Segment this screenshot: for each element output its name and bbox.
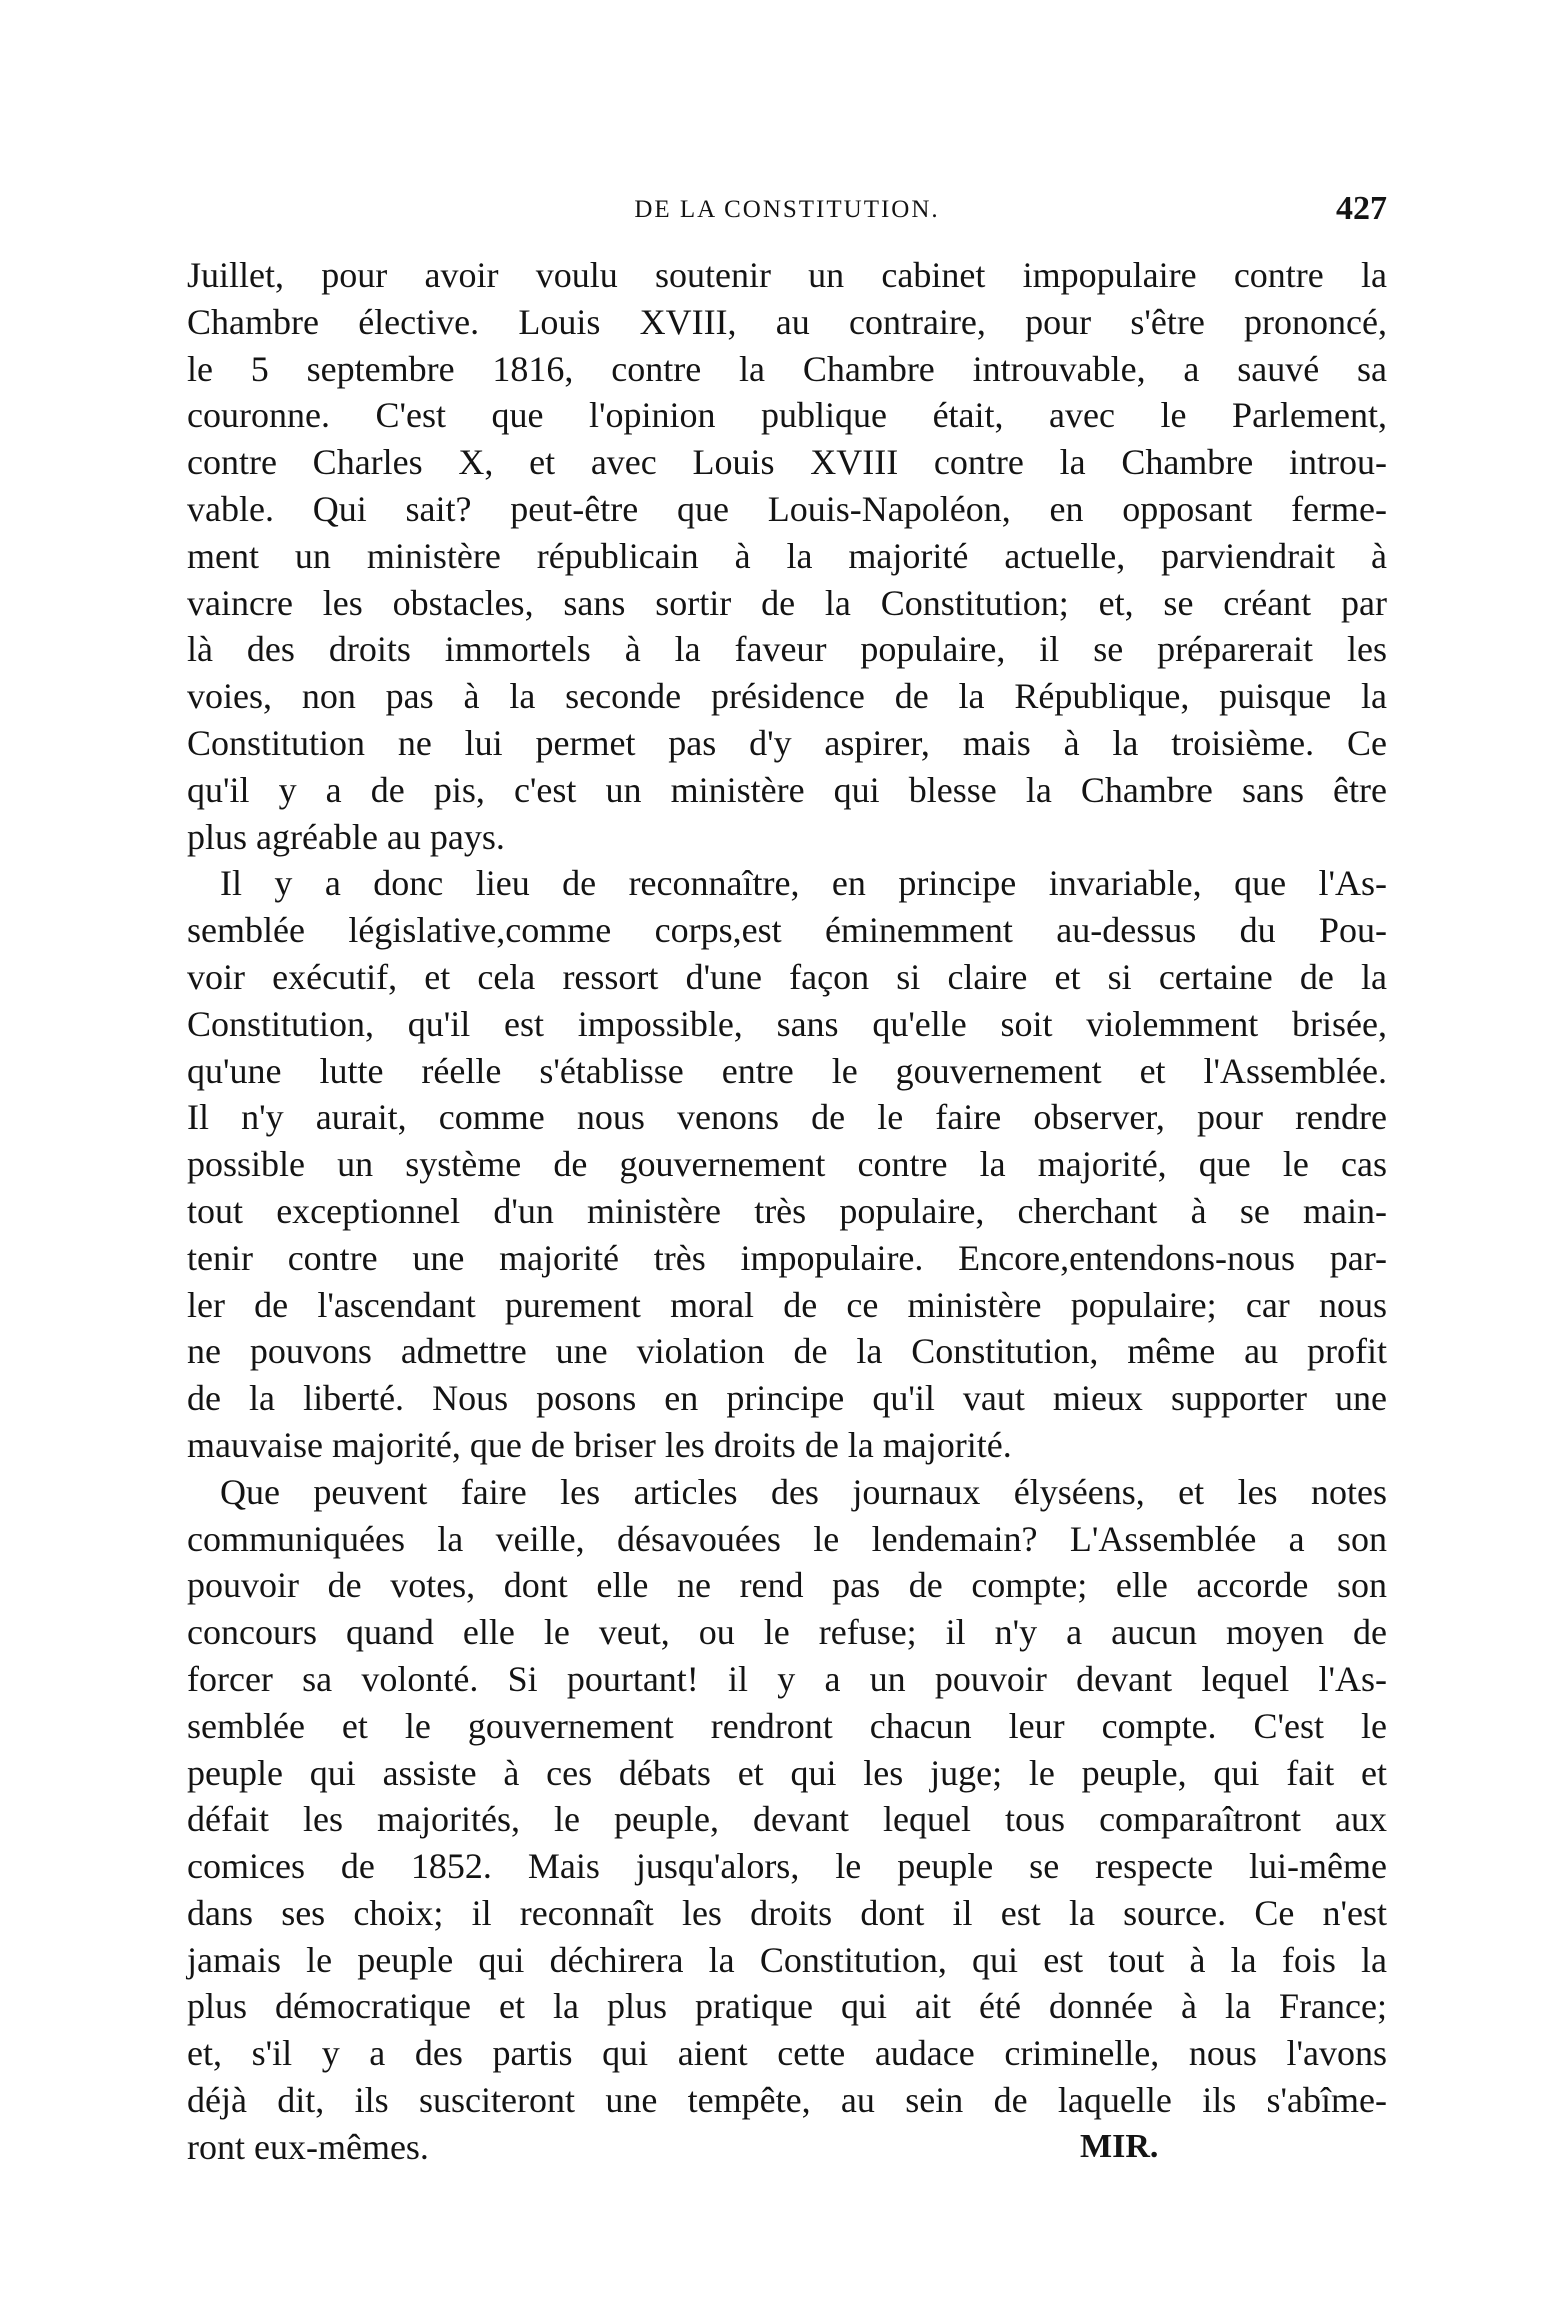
text-line [187,626,1387,673]
text-line [187,580,1387,627]
running-header [187,190,1387,230]
text-line-content: plus démocratique et la plus pratique qui ait été donnée à la France; [187,1986,1387,2027]
text-line [187,720,1387,767]
text-line-content: forcer sa volonté. Si pourtant! il y a un pouvoir devant lequel l'As- [187,1658,1387,1699]
text-line-content: Juillet, pour avoir voulu soutenir un cabinet impopulaire contre la [187,255,1387,295]
text-line [187,346,1387,393]
page-number: 427 [1336,190,1387,227]
author-signature: MIR. [1080,2127,1159,2165]
text-line [187,1048,1387,1095]
text-line [187,1141,1387,1188]
text-line-content: déjà dit, ils susciteront une tempête, au sein de laquelle ils s'abîme- [187,2080,1387,2121]
text-line [187,486,1387,533]
text-line [187,1235,1387,1282]
text-line [187,1562,1387,1609]
text-line [187,860,1387,907]
text-line-content: concours quand elle le veut, ou le refuse; il n'y a aucun moyen de [187,1612,1387,1653]
text-line-content: semblée législative,comme corps,est éminemment au-dessus du Pou- [187,910,1387,951]
text-line [187,1328,1387,1375]
text-line-content: tout exceptionnel d'un ministère très populaire, cherchant à se main- [187,1190,1387,1231]
text-line [187,1516,1387,1563]
text-line [187,533,1387,580]
text-line [187,1094,1387,1141]
text-line-content: semblée et le gouvernement rendront chacun leur compte. C'est le [187,1705,1387,1746]
text-line [187,1796,1387,1843]
text-line [187,1890,1387,1937]
body-text [187,252,1387,2171]
text-line-content: Constitution, qu'il est impossible, sans qu'elle soit violemment brisée, [187,1003,1387,1044]
text-line [187,1188,1387,1235]
text-line-content: ment un ministère républicain à la majorité actuelle, parviendrait à [187,535,1387,576]
text-line-content: là des droits immortels à la faveur populaire, il se préparerait les [187,629,1387,670]
text-line [187,1609,1387,1656]
text-line [187,673,1387,720]
text-line-content: défait les majorités, le peuple, devant lequel tous comparaîtront aux [187,1799,1387,1840]
running-title: DE LA CONSTITUTION. [634,196,940,223]
text-line [187,2124,1387,2171]
text-line-content: vaincre les obstacles, sans sortir de la Constitution; et, se créant par [187,582,1387,623]
text-line-content: communiquées la veille, désavouées le lendemain? L'Assemblée a son [187,1518,1387,1559]
text-line-content: plus agréable au pays. [187,816,505,857]
text-line-content: couronne. C'est que l'opinion publique était, avec le Parlement, [187,395,1387,436]
text-line-content: qu'une lutte réelle s'établisse entre le gouvernement et l'Assemblée. [187,1050,1387,1091]
text-line-content: et, s'il y a des partis qui aient cette audace criminelle, nous l'avons [187,2033,1387,2074]
text-line-content: dans ses choix; il reconnaît les droits dont il est la source. Ce n'est [187,1892,1387,1933]
text-line-content: ne pouvons admettre une violation de la Constitution, même au profit [187,1331,1387,1372]
text-line-content: possible un système de gouvernement contre la majorité, que le cas [187,1144,1387,1185]
text-line [187,252,1387,299]
text-line [187,1750,1387,1797]
text-line-content: voies, non pas à la seconde présidence de la République, puisque la [187,676,1387,717]
text-line [187,2030,1387,2077]
text-line [187,1282,1387,1329]
text-line-content: de la liberté. Nous posons en principe qu'il vaut mieux supporter une [187,1378,1387,1419]
text-line-content: comices de 1852. Mais jusqu'alors, le peuple se respecte lui-même [187,1846,1387,1887]
text-line [187,1469,1387,1516]
text-line [187,1422,1387,1469]
text-line-content: Constitution ne lui permet pas d'y aspirer, mais à la troisième. Ce [187,722,1387,763]
text-line [187,1843,1387,1890]
text-line-content: Que peuvent faire les articles des journaux élyséens, et les notes [220,1471,1387,1512]
text-line [187,1656,1387,1703]
text-line [187,954,1387,1001]
text-line-content: jamais le peuple qui déchirera la Constitution, qui est tout à la fois la [187,1939,1387,1980]
text-line-content: vable. Qui sait? peut-être que Louis-Napoléon, en opposant ferme- [187,488,1387,529]
text-line [187,1703,1387,1750]
text-line [187,299,1387,346]
text-line-content: ler de l'ascendant purement moral de ce ministère populaire; car nous [187,1284,1387,1325]
text-line-content: tenir contre une majorité très impopulaire. Encore,entendons-nous par- [187,1237,1387,1278]
text-line [187,767,1387,814]
text-line [187,1937,1387,1984]
text-line [187,907,1387,954]
text-line-content: Il y a donc lieu de reconnaître, en principe invariable, que l'As- [220,863,1387,904]
text-line-content: contre Charles X, et avec Louis XVIII contre la Chambre introu- [187,442,1387,483]
text-line [187,1375,1387,1422]
text-line-content: le 5 septembre 1816, contre la Chambre introuvable, a sauvé sa [187,348,1387,389]
text-line [187,439,1387,486]
text-line-content: Il n'y aurait, comme nous venons de le faire observer, pour rendre [187,1097,1387,1138]
text-line-content: qu'il y a de pis, c'est un ministère qui blesse la Chambre sans être [187,769,1387,810]
text-line-content: peuple qui assiste à ces débats et qui les juge; le peuple, qui fait et [187,1752,1387,1793]
text-line [187,1001,1387,1048]
text-line [187,392,1387,439]
text-line [187,1983,1387,2030]
text-line-content: pouvoir de votes, dont elle ne rend pas de compte; elle accorde son [187,1565,1387,1606]
text-line-content: ront eux-mêmes. [187,2126,429,2167]
text-line [187,2077,1387,2124]
text-line-content: Chambre élective. Louis XVIII, au contraire, pour s'être prononcé, [187,301,1387,342]
text-line-content: mauvaise majorité, que de briser les droits de la majorité. [187,1424,1012,1465]
text-line-content: voir exécutif, et cela ressort d'une façon si claire et si certaine de la [187,956,1387,997]
text-line [187,814,1387,861]
